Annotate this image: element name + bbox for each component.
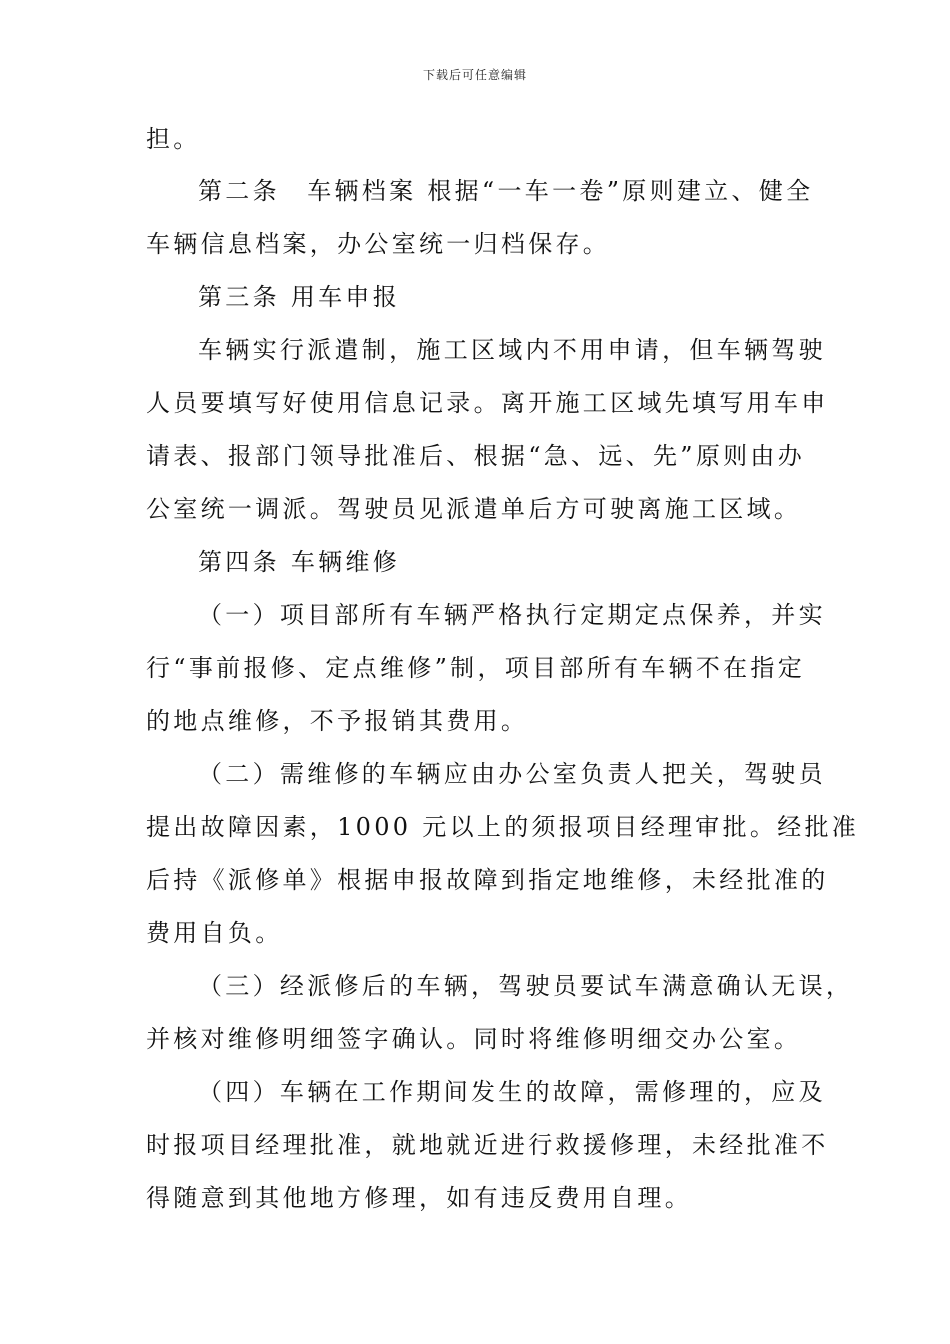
text-line: 第二条 车辆档案 根据“一车一卷”原则建立、健全 [198,177,814,205]
text-line: 并核对维修明细签字确认。同时将维修明细交办公室。 [146,1025,802,1053]
text-line: 公室统一调派。驾驶员见派遣单后方可驶离施工区域。 [146,495,802,523]
text-line: 得随意到其他地方修理，如有违反费用自理。 [146,1184,692,1212]
text-line: 担。 [146,125,201,153]
text-line: 时报项目经理批准，就地就近进行救援修理，未经批准不 [146,1131,829,1159]
text-line: （四）车辆在工作期间发生的故障，需修理的，应及 [198,1078,826,1106]
page-header: 下载后可任意编辑 [422,68,527,82]
text-line: （一）项目部所有车辆严格执行定期定点保养，并实 [198,601,826,629]
text-line: 行“事前报修、定点维修”制，项目部所有车辆不在指定 [146,654,806,682]
text-line: 后持《派修单》根据申报故障到指定地维修，未经批准的 [146,866,829,894]
text-line: 的地点维修，不予报销其费用。 [146,707,529,735]
text-line: 费用自负。 [146,919,283,947]
text-line: 人员要填写好使用信息记录。离开施工区域先填写用车申 [146,389,829,417]
text-line: 提出故障因素，1000 元以上的须报项目经理审批。经批准 [146,813,860,841]
text-line: 车辆实行派遣制，施工区域内不用申请，但车辆驾驶 [198,336,826,364]
text-line: 第四条 车辆维修 [198,548,401,576]
text-line: 第三条 用车申报 [198,283,401,311]
text-line: 请表、报部门领导批准后、根据“急、远、先”原则由办 [146,442,806,470]
text-line: 车辆信息档案，办公室统一归档保存。 [146,230,611,258]
text-line: （三）经派修后的车辆，驾驶员要试车满意确认无误， [198,972,854,1000]
text-line: （二）需维修的车辆应由办公室负责人把关，驾驶员 [198,760,826,788]
